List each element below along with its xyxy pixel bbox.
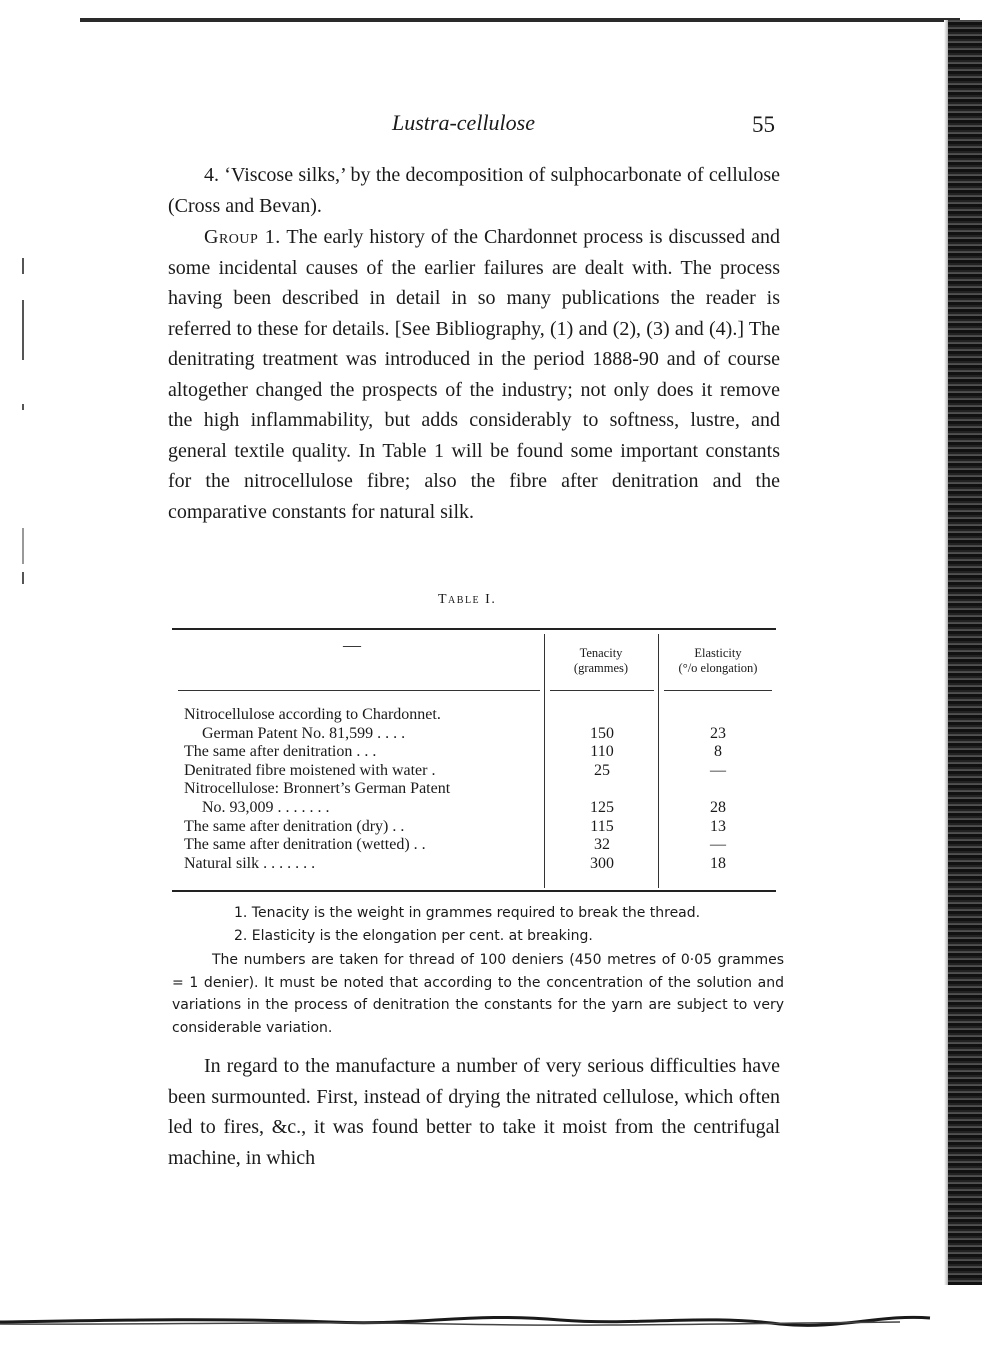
header-elasticity-line1: Elasticity <box>694 646 742 660</box>
row-label: Denitrated fibre moistened with water . <box>184 762 436 779</box>
running-head-title: Lustra-cellulose <box>392 110 535 135</box>
row-label: The same after denitration . . . <box>184 743 377 760</box>
elasticity-value: 28 <box>710 799 726 816</box>
header-elasticity <box>660 646 776 676</box>
row-label: Natural silk . . . . . . . <box>184 855 316 872</box>
column-divider <box>658 634 659 888</box>
page-bottom-edge <box>0 1300 940 1340</box>
margin-mark <box>22 528 24 564</box>
header-rule <box>178 690 540 691</box>
tenacity-value: 110 <box>590 743 614 760</box>
margin-mark <box>22 404 24 410</box>
page-number: 55 <box>752 112 775 137</box>
row-label: No. 93,009 . . . . . . . <box>202 799 330 816</box>
table-footnotes <box>172 902 784 947</box>
paragraph-manufacture: In regard to the manufacture a number of very serious difficulties have been surmounted. First, instead of drying the nitrated cellulose, which often led to fires, &c., it was found better to take it moist from the centrifugal machine, in which <box>168 1055 780 1169</box>
elasticity-value: 8 <box>714 743 722 760</box>
header-tenacity-line2: (grammes) <box>573 661 629 675</box>
elasticity-value: 13 <box>710 818 726 835</box>
page-top-border <box>80 18 960 22</box>
elasticity-value: — <box>710 836 726 853</box>
row-label: Nitrocellulose according to Chardonnet. <box>184 706 441 723</box>
data-table <box>172 628 776 892</box>
header-rule <box>664 690 772 691</box>
elasticity-value: 18 <box>710 855 726 872</box>
paragraph-viscose: 4. ‘Viscose silks,’ by the decomposition of sulphocarbonate of cellulose (Cross and Bevan). <box>168 164 780 217</box>
header-rule <box>550 690 654 691</box>
tenacity-value: 25 <box>594 762 610 779</box>
tenacity-value: 300 <box>590 855 614 872</box>
tenacity-value: 125 <box>590 799 614 816</box>
elasticity-value: 23 <box>710 725 726 742</box>
footnote-explanation: The numbers are taken for thread of 100 deniers (450 metres of 0·05 grammes = 1 denier). It must be noted that according to the concentration of the solution and variations in the process of denitration the constants for the yarn are subject to very considerable variation. <box>172 952 784 1036</box>
header-tenacity-line1: Tenacity <box>579 646 623 660</box>
tenacity-value: 150 <box>590 725 614 742</box>
margin-mark <box>22 258 24 274</box>
tenacity-value: 115 <box>590 818 614 835</box>
header-tenacity <box>548 646 654 676</box>
row-label: Nitrocellulose: Bronnert’s German Patent <box>184 780 451 797</box>
margin-mark <box>22 300 24 360</box>
margin-mark <box>22 572 24 584</box>
header-elasticity-line2: (°/o elongation) <box>678 661 758 675</box>
group-1-text: The early history of the Chardonnet process is discussed and some incidental causes of the earlier failures are dealt with. The process having been described in detail in so many publications the reader is referred to these for details. [See Bibliography, (1) and (2), (3) and (4).] The denitrating treatment was introduced in the period 1888-90 and of course altogether changed the prospects of the industry; not only does it remove the high inflammability, but adds considerably to softness, lustre, and general textile quality. In Table 1 will be found some important constants for the nitrocellulose fibre; also the fibre after denitration and the comparative constants for natural silk. <box>168 226 780 523</box>
row-label: The same after denitration (wetted) . . <box>184 836 426 853</box>
header-label-dash: — <box>343 635 361 655</box>
paragraph-group-1 <box>168 222 780 527</box>
page-binding-edge <box>948 20 982 1285</box>
elasticity-value: — <box>710 762 726 779</box>
tenacity-value: 32 <box>594 836 610 853</box>
table-caption: Table I. <box>438 592 497 607</box>
footnote-2: 2. Elasticity is the elongation per cent. at breaking. <box>234 927 593 944</box>
row-label: The same after denitration (dry) . . <box>184 818 405 835</box>
footnote-1: 1. Tenacity is the weight in grammes required to break the thread. <box>234 905 701 921</box>
group-heading: Group 1. <box>204 226 281 248</box>
row-label: German Patent No. 81,599 . . . . <box>202 725 406 742</box>
column-divider <box>544 634 545 888</box>
